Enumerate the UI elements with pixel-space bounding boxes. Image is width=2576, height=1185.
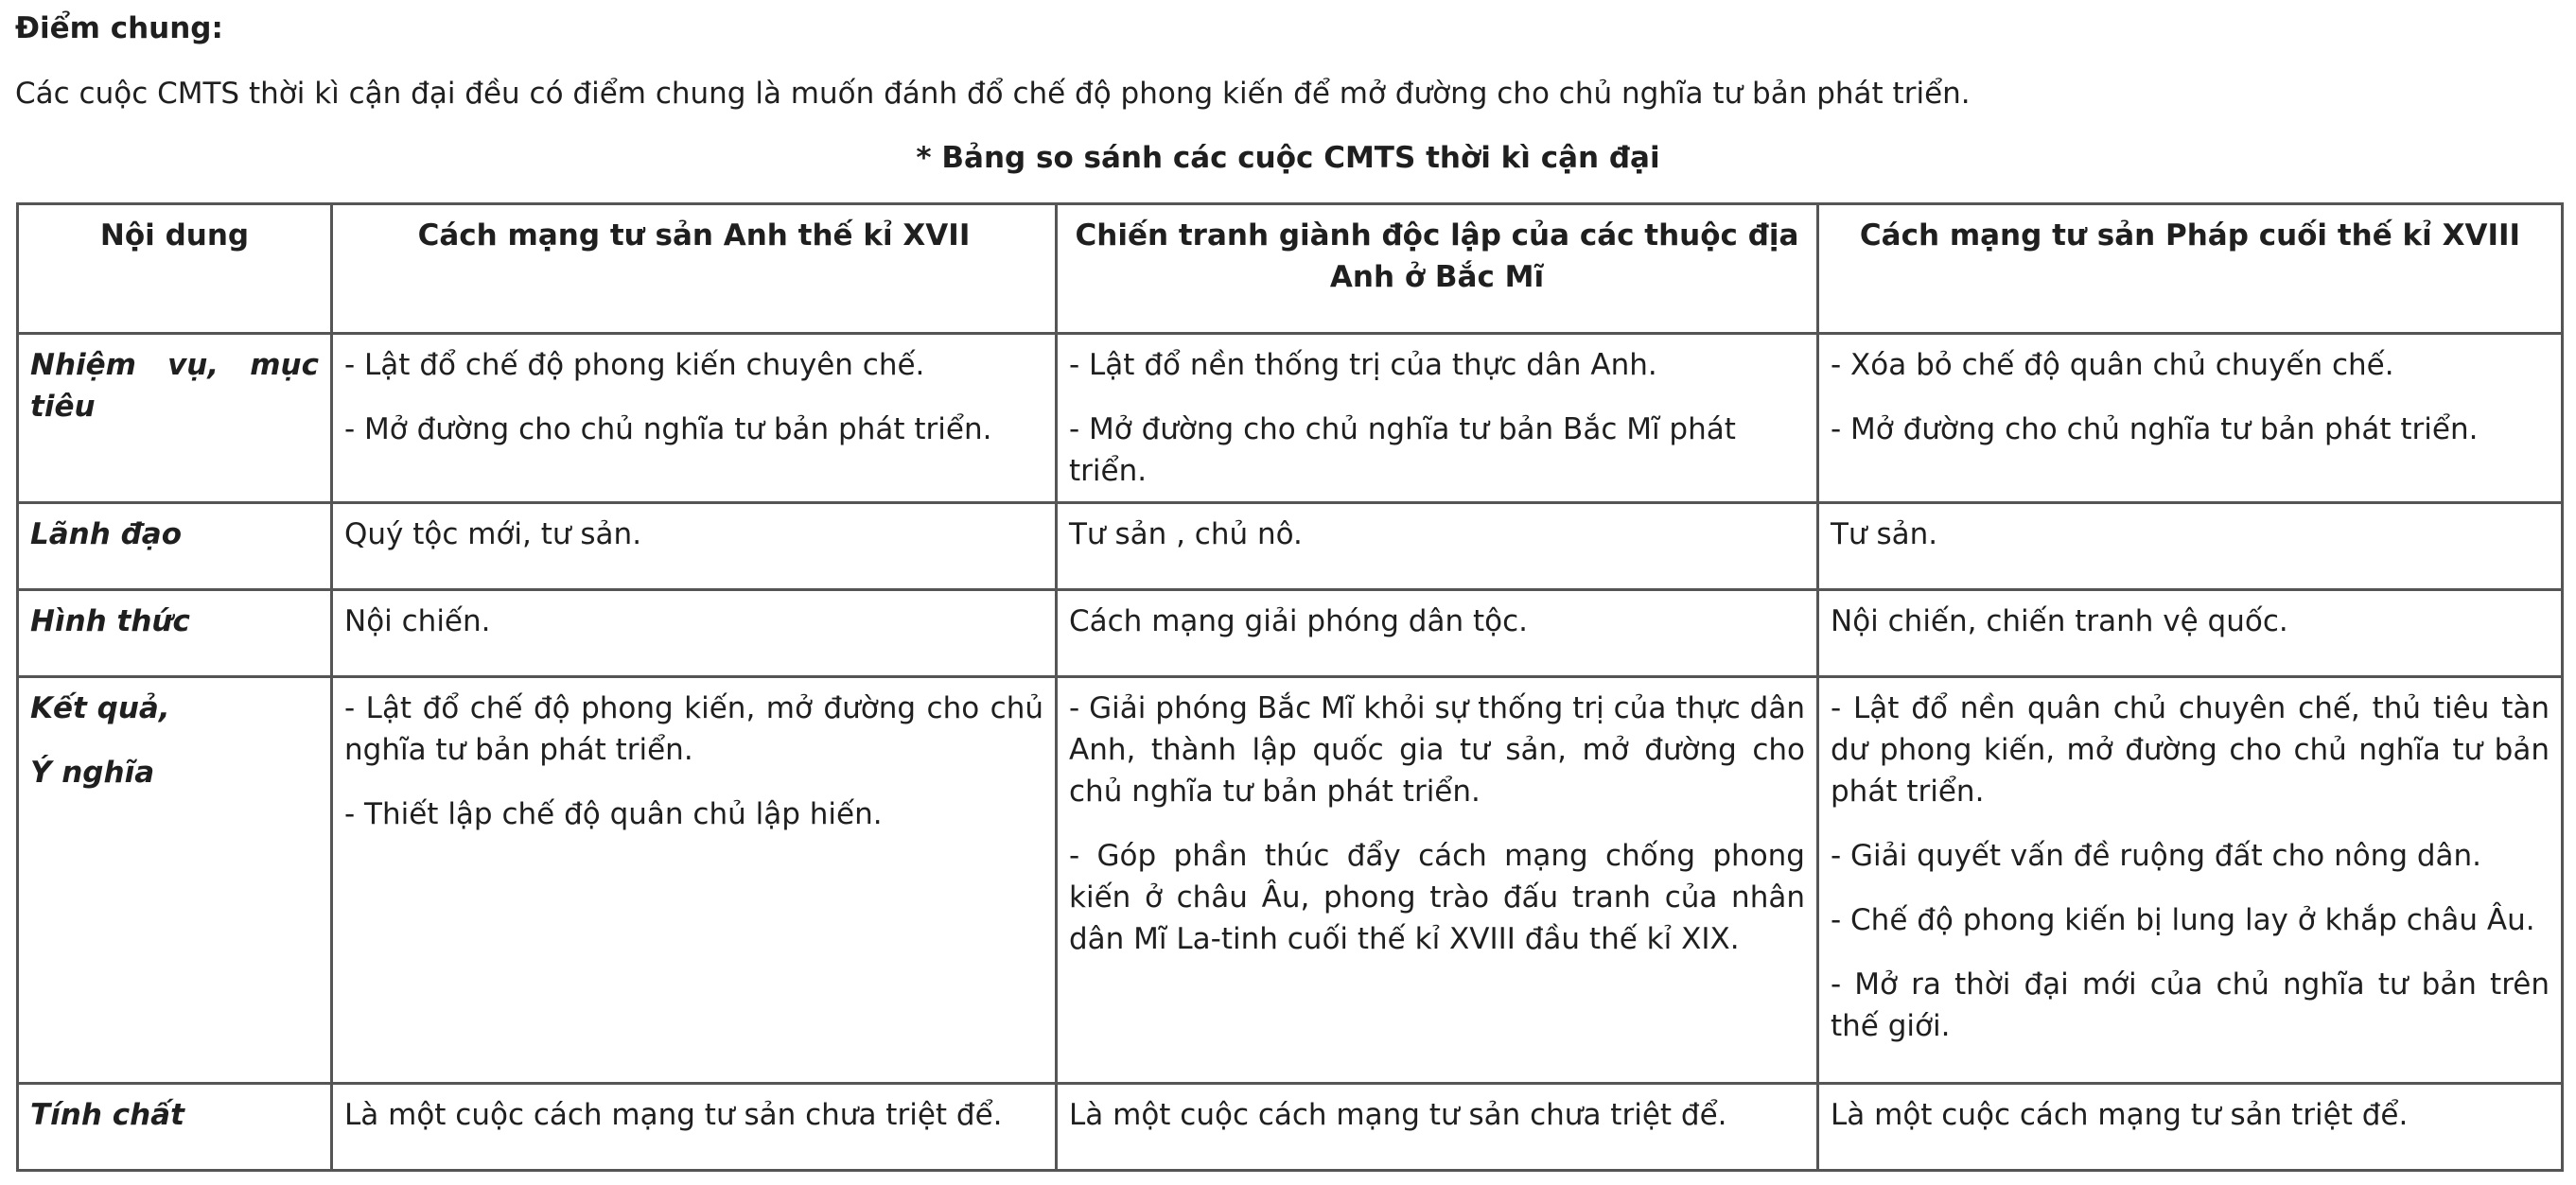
row-label [18,677,332,1084]
table-cell [1818,1084,2563,1171]
row-label [18,334,332,503]
table-cell [1057,334,1818,503]
table-row [18,334,2563,503]
cell-line: - Chế độ phong kiến bị lung lay ở khắp châu Âu. [1831,903,2535,937]
table-cell [1818,590,2563,677]
header-cell-content: Nội dung [18,204,332,334]
cell-line: Quý tộc mới, tư sản. [344,517,642,551]
cell-line: Nội chiến. [344,604,491,638]
row-label-text: Tính chất [30,1098,184,1132]
table-cell [1057,503,1818,590]
row-label [18,503,332,590]
cell-line: - Mở ra thời đại mới của chủ nghĩa tư bản trên thế giới. [1831,967,2550,1043]
table-cell [332,1084,1057,1171]
cell-line: Là một cuộc cách mạng tư sản chưa triệt để. [1069,1098,1727,1132]
table-cell [1818,677,2563,1084]
table-cell [332,590,1057,677]
cell-line: - Xóa bỏ chế độ quân chủ chuyến chế. [1831,348,2394,382]
row-label-text: Hình thức [30,604,190,638]
cell-line: - Mở đường cho chủ nghĩa tư bản phát triển. [344,412,992,446]
table-cell [1818,334,2563,503]
row-label [18,590,332,677]
row-label-text: Nhiệm vụ, mục tiêu [30,348,319,424]
section-heading: Điểm chung: [15,11,223,45]
row-label [18,1084,332,1171]
table-header-row [18,204,2563,334]
cell-line: - Lật đổ nền quân chủ chuyên chế, thủ tiêu tàn dư phong kiến, mở đường cho chủ nghĩa tư bản phát triển. [1831,691,2550,809]
cell-line: Là một cuộc cách mạng tư sản triệt để. [1831,1098,2409,1132]
table-row [18,1084,2563,1171]
table-cell [332,334,1057,503]
cell-line: Cách mạng giải phóng dân tộc. [1069,604,1528,638]
row-label-text: Ý nghĩa [30,756,155,790]
table-cell [332,503,1057,590]
table-row [18,677,2563,1084]
table-cell [1057,677,1818,1084]
table-cell [1057,1084,1818,1171]
cell-line: - Thiết lập chế độ quân chủ lập hiến. [344,797,883,831]
table-title: * Bảng so sánh các cuộc CMTS thời kì cận đại [916,141,1660,175]
cell-line: - Lật đổ nền thống trị của thực dân Anh. [1069,348,1657,382]
header-cell-north-america-war: Chiến tranh giành độc lập của các thuộc địa Anh ở Bắc Mĩ [1057,204,1818,334]
comparison-table [16,202,2564,1172]
row-label-text: Lãnh đạo [30,517,183,551]
header-cell-english-revolution: Cách mạng tư sản Anh thế kỉ XVII [332,204,1057,334]
cell-line: - Lật đổ chế độ phong kiến, mở đường cho chủ nghĩa tư bản phát triển. [344,691,1043,767]
cell-line: Tư sản , chủ nô. [1069,517,1303,551]
table-row [18,503,2563,590]
table-row [18,590,2563,677]
cell-line: Nội chiến, chiến tranh vệ quốc. [1831,604,2288,638]
table-cell [1057,590,1818,677]
row-label-text: Kết quả, [30,691,170,725]
cell-line: - Mở đường cho chủ nghĩa tư bản Bắc Mĩ phát triển. [1069,412,1736,488]
table-cell [1818,503,2563,590]
header-cell-french-revolution: Cách mạng tư sản Pháp cuối thế kỉ XVIII [1818,204,2563,334]
intro-paragraph: Các cuộc CMTS thời kì cận đại đều có điểm chung là muốn đánh đổ chế độ phong kiến để mở đường cho chủ nghĩa tư bản phát triển. [15,77,1971,111]
cell-line: - Góp phần thúc đẩy cách mạng chống phong kiến ở châu Âu, phong trào đấu tranh của nhân dân Mĩ La-tinh cuối thế kỉ XVIII đầu thế kỉ XIX. [1069,839,1805,956]
cell-line: - Giải phóng Bắc Mĩ khỏi sự thống trị của thực dân Anh, thành lập quốc gia tư sản, mở đường cho chủ nghĩa tư bản phát triển. [1069,691,1805,809]
cell-line: Tư sản. [1831,517,1938,551]
cell-line: - Lật đổ chế độ phong kiến chuyên chế. [344,348,925,382]
cell-line: - Mở đường cho chủ nghĩa tư bản phát triển. [1831,412,2479,446]
cell-line: Là một cuộc cách mạng tư sản chưa triệt để. [344,1098,1003,1132]
table-cell [332,677,1057,1084]
cell-line: - Giải quyết vấn đề ruộng đất cho nông dân. [1831,839,2482,873]
